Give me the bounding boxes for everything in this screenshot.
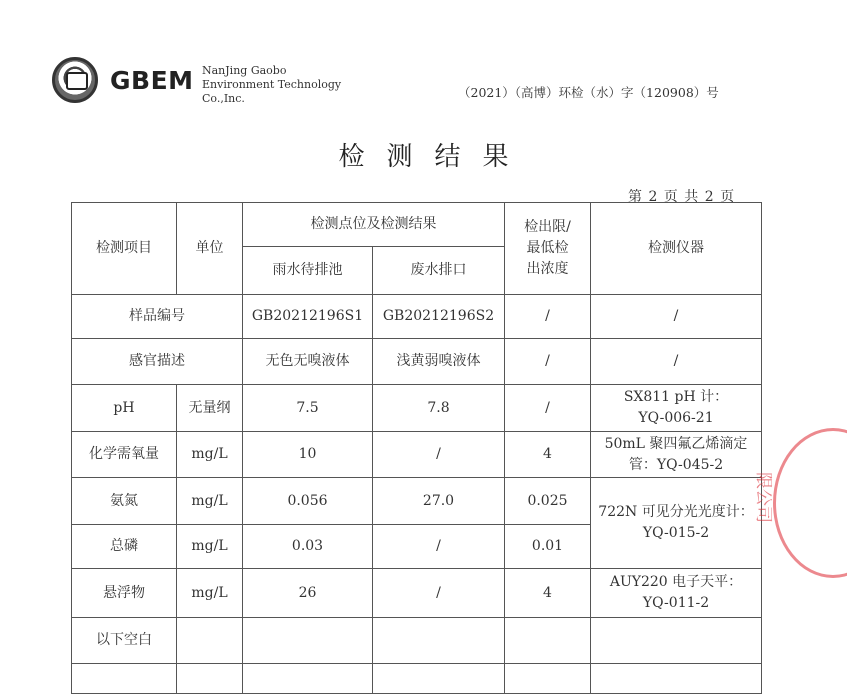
- cell-empty: [243, 664, 373, 694]
- cell-instrument: [591, 432, 762, 478]
- cell-limit: 0.01: [505, 525, 591, 569]
- instrument-line-2: YQ-006-21: [638, 410, 714, 426]
- cell-instrument: [591, 569, 762, 618]
- cell-point-2: /: [373, 525, 505, 569]
- cell-limit: 4: [505, 569, 591, 618]
- cell-item: 化学需氧量: [72, 432, 177, 478]
- cell-empty: [373, 664, 505, 694]
- header-limit-line-3: 出浓度: [526, 261, 569, 277]
- cell-empty: [72, 664, 177, 694]
- header-limit-line-2: 最低检: [526, 240, 569, 256]
- company-stamp: [773, 428, 847, 578]
- instrument-line-1: 722N 可见分光光度计：: [598, 504, 754, 520]
- cell-point-2: 浅黄弱嗅液体: [373, 339, 505, 385]
- page-title: 检测结果: [338, 142, 531, 172]
- header-point-1: 雨水待排池: [243, 247, 373, 295]
- cell-instrument: /: [591, 295, 762, 339]
- cell-unit: mg/L: [177, 569, 243, 618]
- row-label: 样品编号: [72, 295, 243, 339]
- cell-empty: [177, 664, 243, 694]
- cell-instrument: /: [591, 339, 762, 385]
- cell-point-1: 7.5: [243, 385, 373, 432]
- company-name: [202, 64, 341, 106]
- table-row: [72, 385, 762, 432]
- header-points-group: 检测点位及检测结果: [243, 203, 505, 247]
- cell-point-2: 27.0: [373, 478, 505, 525]
- cell-unit: mg/L: [177, 525, 243, 569]
- table-row: [72, 569, 762, 618]
- company-line-1: NanJing Gaobo: [202, 64, 287, 77]
- cell-point-2: /: [373, 432, 505, 478]
- instrument-line-1: SX811 pH 计：: [623, 389, 729, 405]
- cell-limit: /: [505, 295, 591, 339]
- cell-item: 悬浮物: [72, 569, 177, 618]
- cell-item: pH: [72, 385, 177, 432]
- cell-empty: [243, 618, 373, 664]
- cell-point-2: 7.8: [373, 385, 505, 432]
- cell-unit: mg/L: [177, 432, 243, 478]
- table-row: [72, 432, 762, 478]
- cell-point-1: 26: [243, 569, 373, 618]
- row-label: 以下空白: [72, 618, 177, 664]
- stamp-text: 限公司: [753, 472, 773, 523]
- instrument-line-1: AUY220 电子天平：: [609, 574, 743, 590]
- table-row: [72, 478, 762, 525]
- cell-point-1: 0.056: [243, 478, 373, 525]
- cell-point-2: /: [373, 569, 505, 618]
- instrument-line-1: 50mL 聚四氟乙烯滴定: [604, 435, 748, 452]
- cell-item: 氨氮: [72, 478, 177, 525]
- header-item: 检测项目: [72, 203, 177, 295]
- cell-empty: [591, 618, 762, 664]
- cell-limit: /: [505, 339, 591, 385]
- results-table: [71, 202, 762, 694]
- instrument-line-2: YQ-011-2: [642, 595, 710, 611]
- cell-empty: [591, 664, 762, 694]
- cell-limit: 0.025: [505, 478, 591, 525]
- instrument-line-2: YQ-015-2: [642, 525, 710, 541]
- cell-item: 总磷: [72, 525, 177, 569]
- company-line-3: Co.,Inc.: [202, 92, 245, 105]
- instrument-line-2: 管：YQ-045-2: [628, 456, 724, 473]
- cell-point-1: 10: [243, 432, 373, 478]
- cell-point-1: 无色无嗅液体: [243, 339, 373, 385]
- cell-unit: 无量纲: [177, 385, 243, 432]
- header-limit-line-1: 检出限/: [524, 219, 571, 235]
- cell-empty: [505, 618, 591, 664]
- page-number: 第 2 页 共 2 页: [628, 189, 736, 205]
- cell-limit: 4: [505, 432, 591, 478]
- row-label: 感官描述: [72, 339, 243, 385]
- cell-empty: [373, 618, 505, 664]
- cell-empty: [177, 618, 243, 664]
- table-row-empty: [72, 664, 762, 694]
- table-row-sensory: [72, 339, 762, 385]
- header-point-2: 废水排口: [373, 247, 505, 295]
- cell-instrument: [591, 385, 762, 432]
- cell-point-2: GB20212196S2: [373, 295, 505, 339]
- header-instrument: 检测仪器: [591, 203, 762, 295]
- cell-empty: [505, 664, 591, 694]
- table-row-blank: [72, 618, 762, 664]
- table-row-sample-id: [72, 295, 762, 339]
- cell-instrument: [591, 478, 762, 569]
- header-unit: 单位: [177, 203, 243, 295]
- header-limit: [505, 203, 591, 295]
- report-number: （2021）（高博）环检（水）字（120908）号: [458, 85, 719, 100]
- company-seal-logo: [52, 57, 98, 103]
- cell-unit: mg/L: [177, 478, 243, 525]
- cell-point-1: 0.03: [243, 525, 373, 569]
- cell-point-1: GB20212196S1: [243, 295, 373, 339]
- brand-name: GBEM: [110, 66, 194, 95]
- company-line-2: Environment Technology: [202, 78, 342, 91]
- cell-limit: /: [505, 385, 591, 432]
